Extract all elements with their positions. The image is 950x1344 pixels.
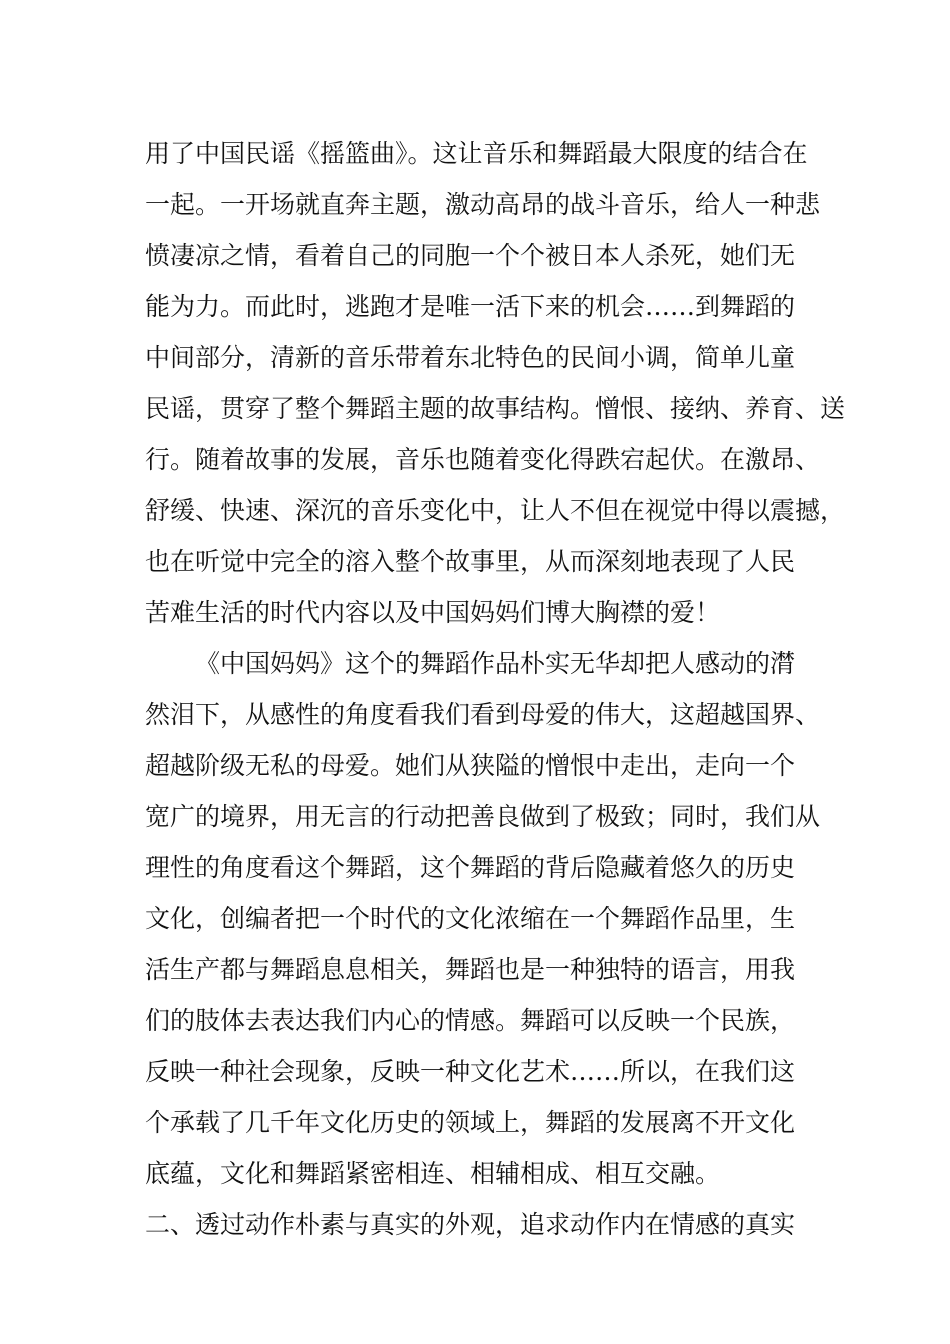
text-line-10: 苦难生活的时代内容以及中国妈妈们博大胸襟的爱！ (145, 598, 721, 627)
text-line-12: 然泪下，从感性的角度看我们看到母爱的伟大，这超越国界、 (145, 700, 821, 729)
text-line-13: 超越阶级无私的母爱。她们从狭隘的憎恨中走出，走向一个 (145, 751, 796, 780)
text-line-8: 舒缓、快速、深沉的音乐变化中，让人不但在视觉中得以震撼， (145, 496, 846, 525)
text-line-4: 能为力。而此时，逃跑才是唯一活下来的机会……到舞蹈的 (145, 292, 796, 321)
section-heading: 二、透过动作朴素与真实的外观，追求动作内在情感的真实 (145, 1210, 796, 1239)
text-line-9: 也在听觉中完全的溶入整个故事里，从而深刻地表现了人民 (145, 547, 796, 576)
text-line-6: 民谣，贯穿了整个舞蹈主题的故事结构。憎恨、接纳、养育、送 (145, 394, 846, 423)
text-line-20: 个承载了几千年文化历史的领域上，舞蹈的发展离不开文化 (145, 1108, 796, 1137)
text-line-7: 行。随着故事的发展，音乐也随着变化得跌宕起伏。在激昂、 (145, 445, 821, 474)
text-line-2: 一起。一开场就直奔主题，激动高昂的战斗音乐，给人一种悲 (145, 190, 821, 219)
text-line-21: 底蕴，文化和舞蹈紧密相连、相辅相成、相互交融。 (145, 1159, 721, 1188)
body-text (145, 128, 846, 1250)
text-line-1: 用了中国民谣《摇篮曲》。这让音乐和舞蹈最大限度的结合在 (145, 139, 808, 168)
text-line-19: 反映一种社会现象，反映一种文化艺术……所以，在我们这 (145, 1057, 796, 1086)
text-line-15: 理性的角度看这个舞蹈，这个舞蹈的背后隐藏着悠久的历史 (145, 853, 796, 882)
text-line-18: 们的肢体去表达我们内心的情感。舞蹈可以反映一个民族， (145, 1006, 796, 1035)
text-line-5: 中间部分，清新的音乐带着东北特色的民间小调，简单儿童 (145, 343, 796, 372)
text-line-14: 宽广的境界，用无言的行动把善良做到了极致；同时，我们从 (145, 802, 821, 831)
text-line-11: 《中国妈妈》这个的舞蹈作品朴实无华却把人感动的潸 (195, 649, 796, 678)
text-line-17: 活生产都与舞蹈息息相关，舞蹈也是一种独特的语言，用我 (145, 955, 796, 984)
text-line-3: 愤凄凉之情，看着自己的同胞一个个被日本人杀死，她们无 (145, 241, 796, 270)
text-line-16: 文化，创编者把一个时代的文化浓缩在一个舞蹈作品里，生 (145, 904, 796, 933)
